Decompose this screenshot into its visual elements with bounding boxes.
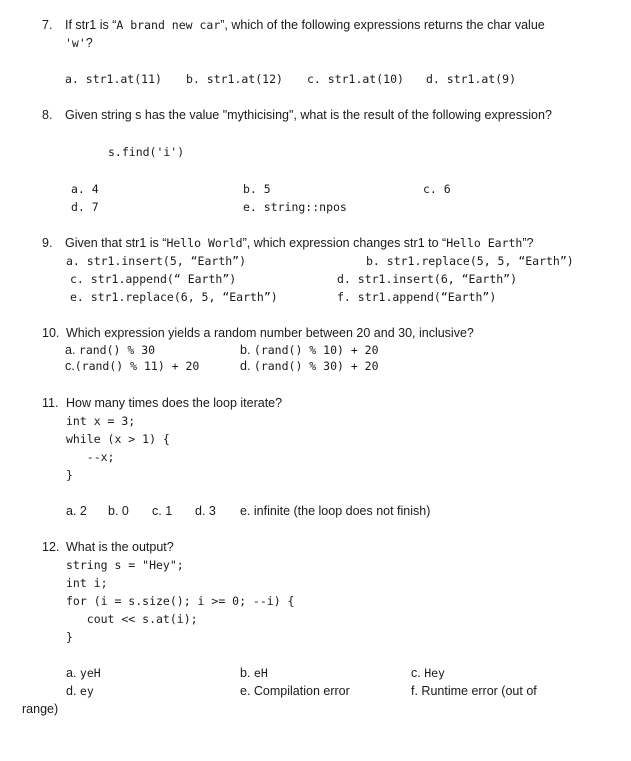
q7-text-line2: [65, 35, 93, 51]
q10-option-a-code: rand() % 30: [78, 343, 156, 357]
q12-option-f-wrap: range): [22, 702, 59, 716]
q10-option-d: [240, 358, 379, 374]
q10-option-b-code: (rand() % 10) + 20: [253, 343, 379, 357]
q12-option-f-text: Runtime error (out of: [421, 684, 537, 698]
q11-option-a: a. 2: [66, 504, 87, 518]
q10-option-a: [65, 342, 155, 358]
q9-text-c: ”?: [522, 236, 534, 250]
q7-text-b: ”, which of the following expressions returns the char value: [220, 18, 545, 32]
q12-option-f: [411, 683, 537, 699]
q11-option-c: c. 1: [152, 504, 173, 518]
q9-option-a: a. str1.insert(5, “Earth”): [66, 254, 247, 268]
q12-option-a: [66, 665, 101, 681]
q8-option-b: b. 5: [243, 182, 271, 196]
q7-code-a: A brand new car: [116, 18, 221, 32]
q9-option-b: b. str1.replace(5, 5, “Earth”): [366, 254, 574, 268]
q10-text: Which expression yields a random number between 20 and 30, inclusive?: [66, 326, 474, 340]
q7-option-a: a. str1.at(11): [65, 72, 162, 86]
q11-option-b: b. 0: [108, 504, 129, 518]
q9-text: [65, 235, 533, 251]
q7-number: 7.: [42, 18, 53, 32]
q12-code-line-3: for (i = s.size(); i >= 0; --i) {: [66, 594, 295, 608]
q10-option-b-label: b.: [240, 343, 254, 357]
q7-option-d: d. str1.at(9): [426, 72, 517, 86]
q9-number: 9.: [42, 236, 53, 250]
q10-option-c-label: c.: [65, 359, 75, 373]
q9-option-c: c. str1.append(“ Earth”): [70, 272, 237, 286]
q7-option-b: b. str1.at(12): [186, 72, 283, 86]
q12-option-d: [66, 683, 94, 699]
q7-option-c: c. str1.at(10): [307, 72, 404, 86]
q9-option-e: e. str1.replace(6, 5, “Earth”): [70, 290, 278, 304]
q8-text: Given string s has the value "mythicising", what is the result of the following expression?: [65, 108, 552, 122]
q8-number: 8.: [42, 108, 53, 122]
q12-option-a-code: yeH: [79, 666, 101, 680]
q10-option-c-code: (rand() % 11) + 20: [74, 359, 200, 373]
q11-option-e: e. infinite (the loop does not finish): [240, 504, 431, 518]
q10-option-b: [240, 342, 379, 358]
q7-text-c: ?: [85, 36, 93, 50]
q12-option-b: [240, 665, 268, 681]
q8-code: s.find('i'): [108, 145, 185, 159]
q12-option-c: [411, 665, 445, 681]
q12-code-line-5: }: [66, 630, 73, 644]
q9-code-b: Hello Earth: [446, 236, 523, 250]
q9-text-a: Given that str1 is “: [65, 236, 167, 250]
q11-option-d: d. 3: [195, 504, 216, 518]
q9-code-a: Hello World: [166, 236, 243, 250]
q11-text: How many times does the loop iterate?: [66, 396, 283, 410]
q12-option-d-label: d.: [66, 684, 80, 698]
q12-code-line-1: string s = "Hey";: [66, 558, 184, 572]
q11-code-line-1: int x = 3;: [66, 414, 136, 428]
q10-option-d-label: d.: [240, 359, 254, 373]
q8-option-a: a. 4: [71, 182, 99, 196]
q12-number: 12.: [42, 540, 60, 554]
q9-option-f: f. str1.append(“Earth”): [337, 290, 497, 304]
q11-code-line-2: while (x > 1) {: [66, 432, 170, 446]
q12-option-e-text: Compilation error: [253, 684, 350, 698]
q12-text: What is the output?: [66, 540, 174, 554]
q10-option-a-label: a.: [65, 343, 79, 357]
q12-option-e: [240, 683, 350, 699]
q7-text-a: If str1 is “: [65, 18, 117, 32]
q10-number: 10.: [42, 326, 60, 340]
q10-option-d-code: (rand() % 30) + 20: [253, 359, 379, 373]
q12-option-c-label: c.: [411, 666, 425, 680]
q12-option-b-label: b.: [240, 666, 254, 680]
q12-option-c-code: Hey: [424, 666, 445, 680]
q12-option-b-code: eH: [253, 666, 268, 680]
q8-option-e: e. string::npos: [243, 200, 347, 214]
q11-number: 11.: [42, 396, 59, 410]
q7-text-line1: [65, 17, 545, 33]
q11-code-line-3: --x;: [66, 450, 115, 464]
q10-option-c: [65, 358, 199, 374]
q7-code-b: 'w': [65, 36, 86, 50]
q12-option-a-label: a.: [66, 666, 80, 680]
q12-code-line-2: int i;: [66, 576, 108, 590]
q12-option-d-code: ey: [79, 684, 94, 698]
q9-text-b: ”, which expression changes str1 to “: [242, 236, 447, 250]
q12-code-line-4: cout << s.at(i);: [66, 612, 198, 626]
q12-option-f-label: f.: [411, 684, 422, 698]
q8-option-c: c. 6: [423, 182, 451, 196]
q11-code-line-4: }: [66, 468, 73, 482]
q9-option-d: d. str1.insert(6, “Earth”): [337, 272, 518, 286]
q12-option-e-label: e.: [240, 684, 254, 698]
q8-option-d: d. 7: [71, 200, 99, 214]
